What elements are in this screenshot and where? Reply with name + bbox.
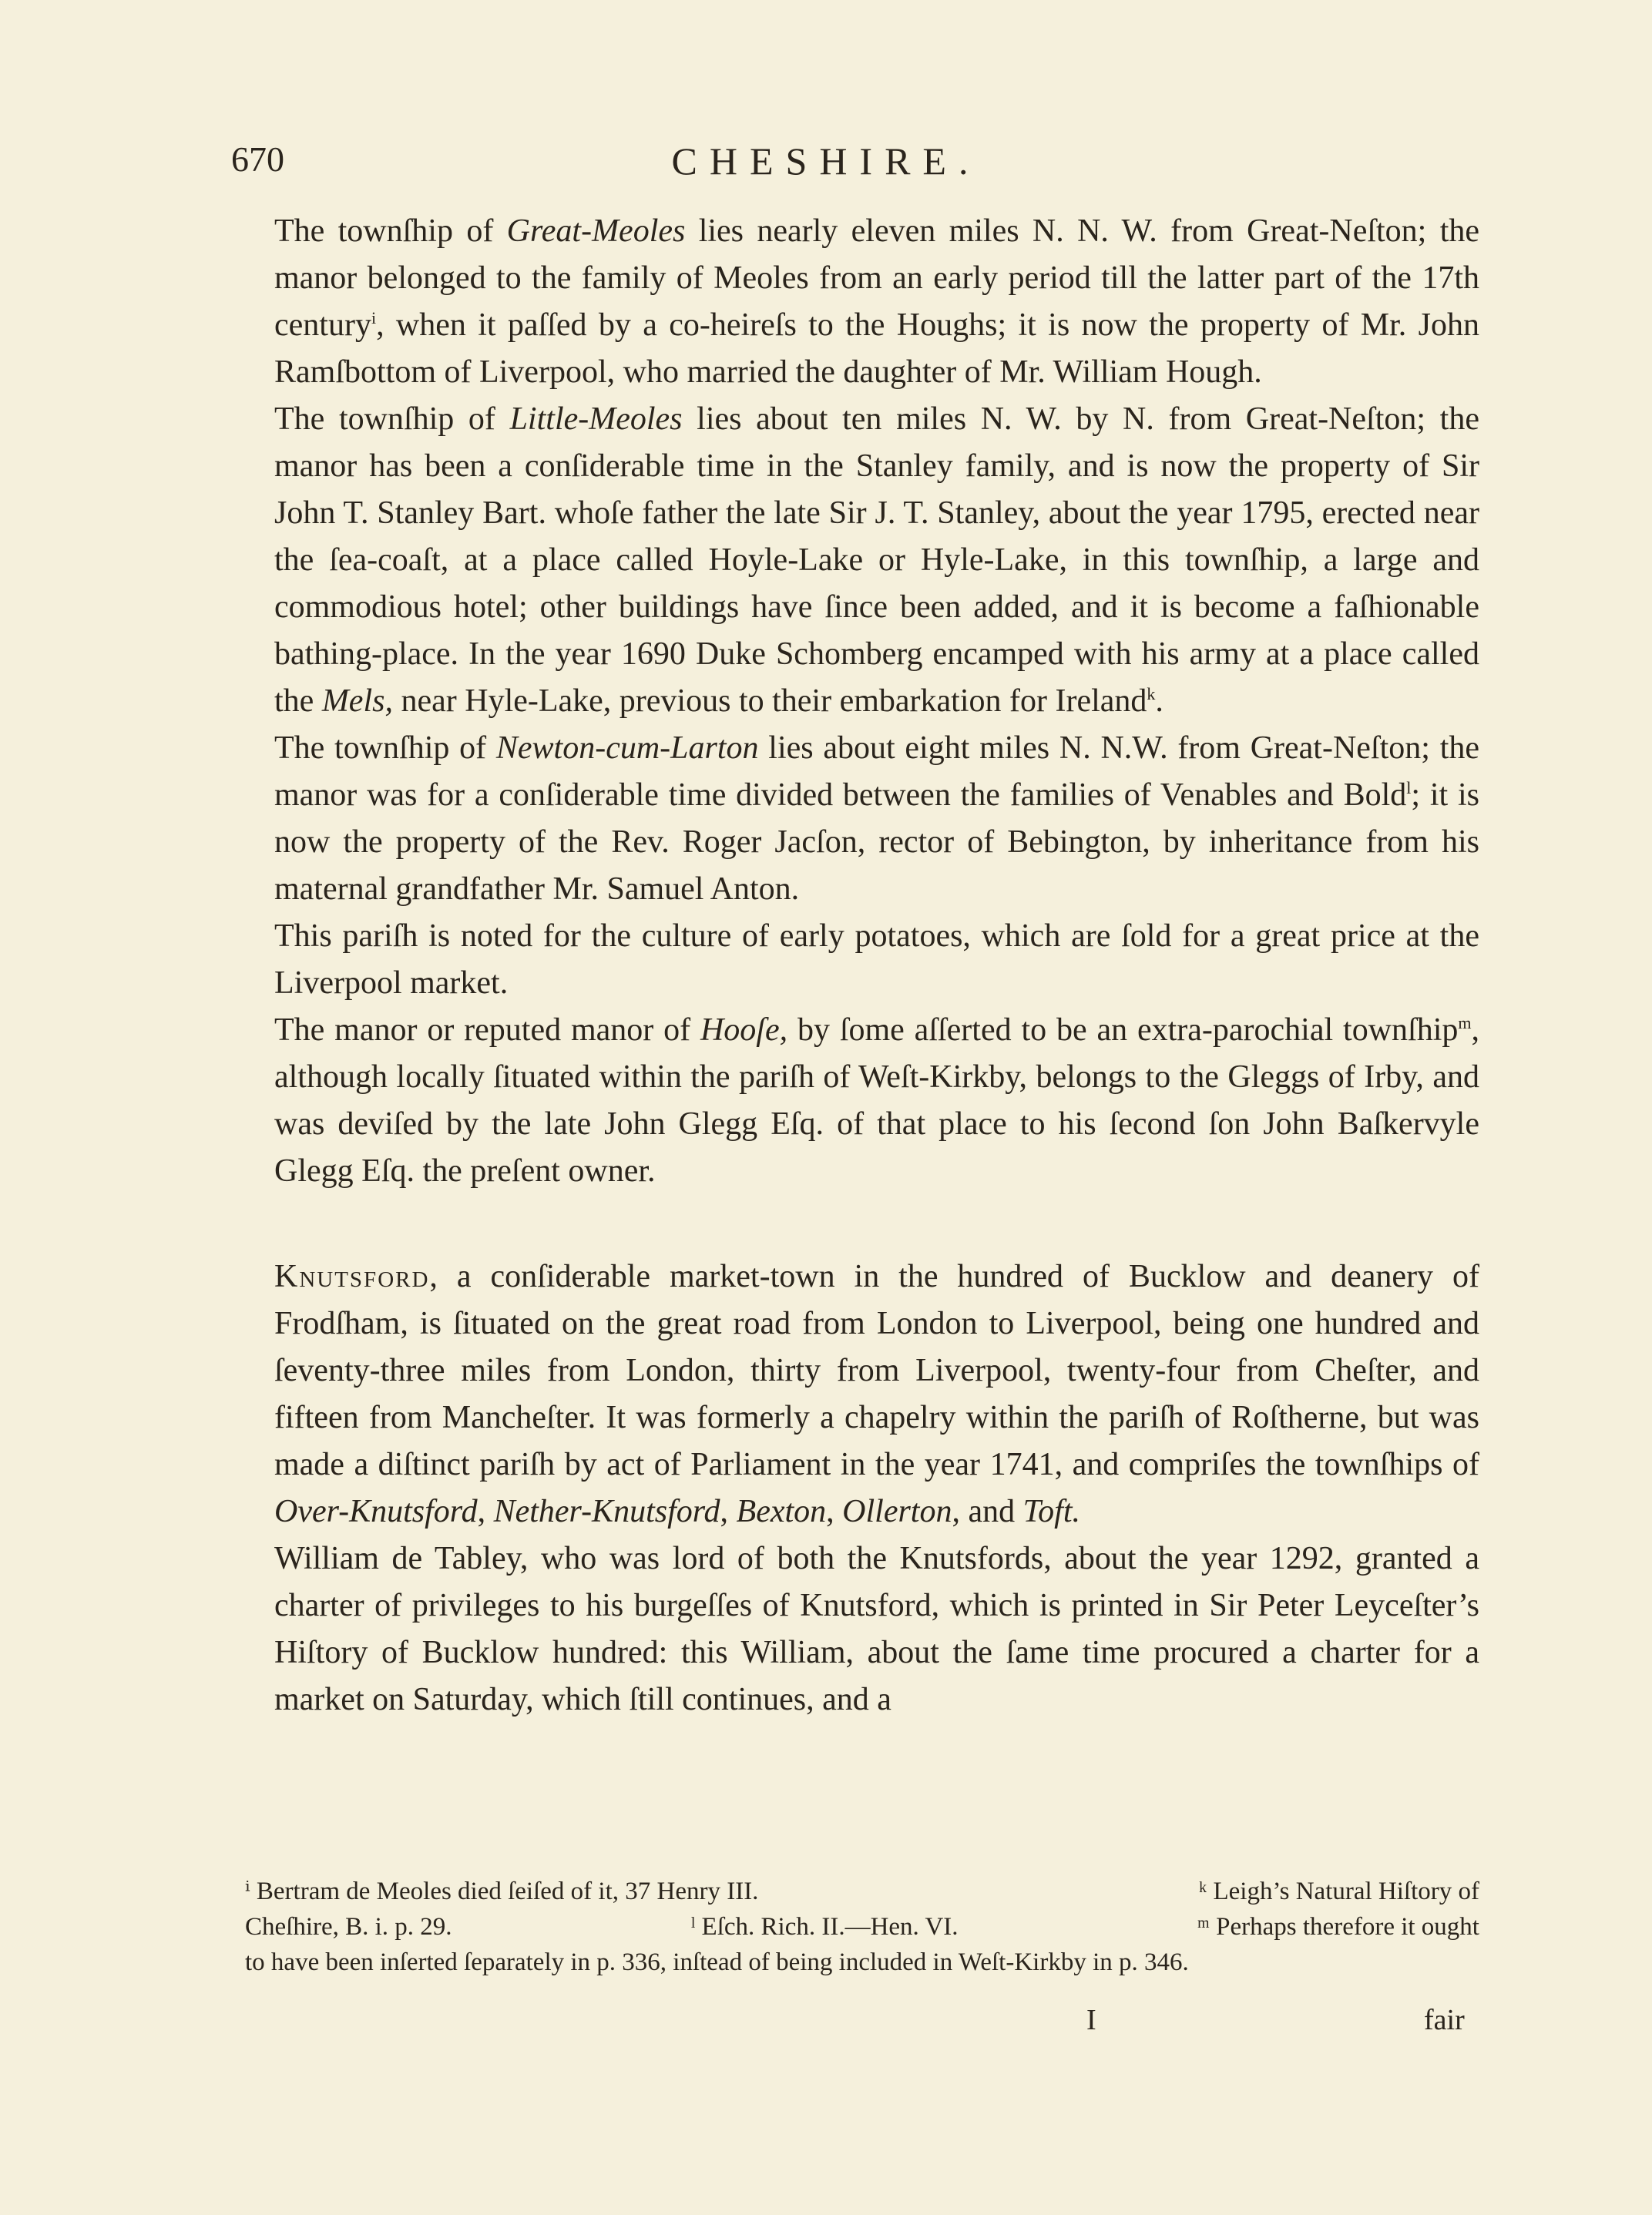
italic-name: Great-Meoles bbox=[506, 213, 686, 249]
page-foot bbox=[0, 2003, 1652, 2042]
running-title: CHESHIRE. bbox=[671, 139, 981, 183]
footnote-m-cont: to have been inſerted ſeparately in p. 336, inſtead of being included in Weſt-Kirkby in p. 346. bbox=[245, 1948, 1189, 1976]
italic-name: Bexton bbox=[736, 1494, 827, 1529]
text-run: , and bbox=[952, 1494, 1023, 1529]
text-run: The townſhip of bbox=[274, 401, 510, 437]
paragraph bbox=[274, 1535, 1479, 1723]
text-run: , bbox=[720, 1494, 737, 1529]
catchword: fair bbox=[1424, 2004, 1465, 2036]
footnote-ref: l bbox=[1406, 778, 1412, 797]
footnote-k-cont: Cheſhire, B. i. p. 29. bbox=[245, 1913, 452, 1941]
text-run: . bbox=[1155, 683, 1163, 719]
text-run: The manor or reputed manor of bbox=[274, 1012, 700, 1048]
paragraph bbox=[274, 208, 1479, 396]
footnote-m: ᵐ Perhaps therefore it ought bbox=[1197, 1913, 1479, 1941]
italic-name: Nether-Knutsford bbox=[493, 1494, 720, 1529]
footnote-ref: m bbox=[1458, 1013, 1472, 1032]
text-run: , bbox=[477, 1494, 494, 1529]
text-run: lies nearly eleven miles N. N. W. from Great-Neſton; the manor belonged to the family of Meoles from an early period till the latter part of the 17th century bbox=[274, 213, 1479, 343]
page-header bbox=[0, 139, 1652, 193]
text-run: by ſome aſſerted to be an extra-parochial townſhip bbox=[787, 1012, 1459, 1048]
text-run: lies about ten miles N. W. by N. from Great-Neſton; the manor has been a conſiderable time in the Stanley family, and is now the property of Sir John T. Stanley Bart. whoſe father the late Sir J. T. Stanley, about the year 1795, erected near the ſea-coaſt, at a place called Hoyle-Lake or Hyle-Lake, in this townſhip, a large and commodious hotel; other buildings have ſince been added, and it is become a faſhionable bathing-place. In the year 1690 Duke Schomberg encamped with his army at a place called the bbox=[274, 401, 1479, 719]
text-run: near Hyle-Lake, previous to their embarkation for Ireland bbox=[392, 683, 1147, 719]
italic-name: Toft. bbox=[1022, 1494, 1080, 1529]
italic-name: Over-Knutsford bbox=[274, 1494, 478, 1529]
text-run: , bbox=[826, 1494, 843, 1529]
footnote-line bbox=[245, 1909, 1479, 1945]
footnote-line bbox=[245, 1874, 1479, 1909]
footnote-ref: k bbox=[1147, 684, 1156, 703]
italic-name: Little-Meoles bbox=[509, 401, 683, 437]
footnotes bbox=[245, 1874, 1479, 1980]
footnote-ref: i bbox=[371, 308, 377, 327]
paragraph bbox=[274, 725, 1479, 913]
text-run: This pariſh is noted for the culture of early potatoes, which are ſold for a great price at the Liverpool market. bbox=[274, 918, 1479, 1001]
italic-name: Newton-cum-Larton bbox=[495, 730, 759, 766]
text-run: The townſhip of bbox=[274, 730, 496, 766]
paragraph bbox=[274, 396, 1479, 725]
footnote-i: ⁱ Bertram de Meoles died ſeiſed of it, 37 Henry III. bbox=[245, 1878, 759, 1905]
footnote-line bbox=[245, 1945, 1479, 1980]
text-run: William de Tabley, who was lord of both the Knutsfords, about the year 1292, granted a charter of privileges to his burgeſſes of Knutsford, which is printed in Sir Peter Leyceſter’s Hiſtory of Bucklow hundred: this William, about the ſame time procured a charter for a market on Saturday, which ſtill continues, and a bbox=[274, 1541, 1479, 1717]
paragraph bbox=[274, 913, 1479, 1007]
text-run: lies about eight miles N. N.W. from Great-Neſton; the manor was for a conſiderable time divided between the families of Venables and Bold bbox=[274, 730, 1480, 813]
section-gap bbox=[274, 1195, 1479, 1253]
main-text bbox=[274, 208, 1479, 1723]
place-heading: Knutsford bbox=[274, 1259, 430, 1294]
italic-name: Mels, bbox=[321, 683, 393, 719]
text-run: ; it is now the property of the Rev. Roger Jacſon, rector of Bebington, by inheritance from his maternal grandfather Mr. Samuel Anton. bbox=[274, 777, 1479, 907]
text-run: , a conſiderable market-town in the hundred of Bucklow and deanery of Frodſham, is ſituated on the great road from London to Liverpool, being one hundred and ſeventy-three miles from London, thirty from Liverpool, twenty-four from Cheſter, and fifteen from Mancheſter. It was formerly a chapelry within the pariſh of Roſtherne, but was made a diſtinct pariſh by act of Parliament in the year 1741, and compriſes the townſhips of bbox=[274, 1259, 1479, 1482]
page-number: 670 bbox=[231, 139, 284, 179]
footnote-k: ᵏ Leigh’s Natural Hiſtory of bbox=[1198, 1878, 1479, 1905]
text-run: , when it paſſed by a co-heireſs to the Houghs; it is now the property of Mr. John Ramſbottom of Liverpool, who married the daughter of Mr. William Hough. bbox=[274, 307, 1479, 390]
paragraph bbox=[274, 1007, 1479, 1195]
italic-name: Hooſe, bbox=[700, 1012, 788, 1048]
text-run: , although locally ſituated within the pariſh of Weſt-Kirkby, belongs to the Gleggs of Irby, and was deviſed by the late John Glegg Eſq. of that place to his ſecond ſon John Baſkervyle Glegg Eſq. the preſent owner. bbox=[274, 1012, 1479, 1189]
text-run: The townſhip of bbox=[274, 213, 507, 249]
footnote-l: ˡ Eſch. Rich. II.—Hen. VI. bbox=[690, 1913, 959, 1941]
italic-name: Ollerton bbox=[842, 1494, 952, 1529]
signature-mark: I bbox=[1086, 2004, 1096, 2036]
paragraph bbox=[274, 1253, 1479, 1535]
